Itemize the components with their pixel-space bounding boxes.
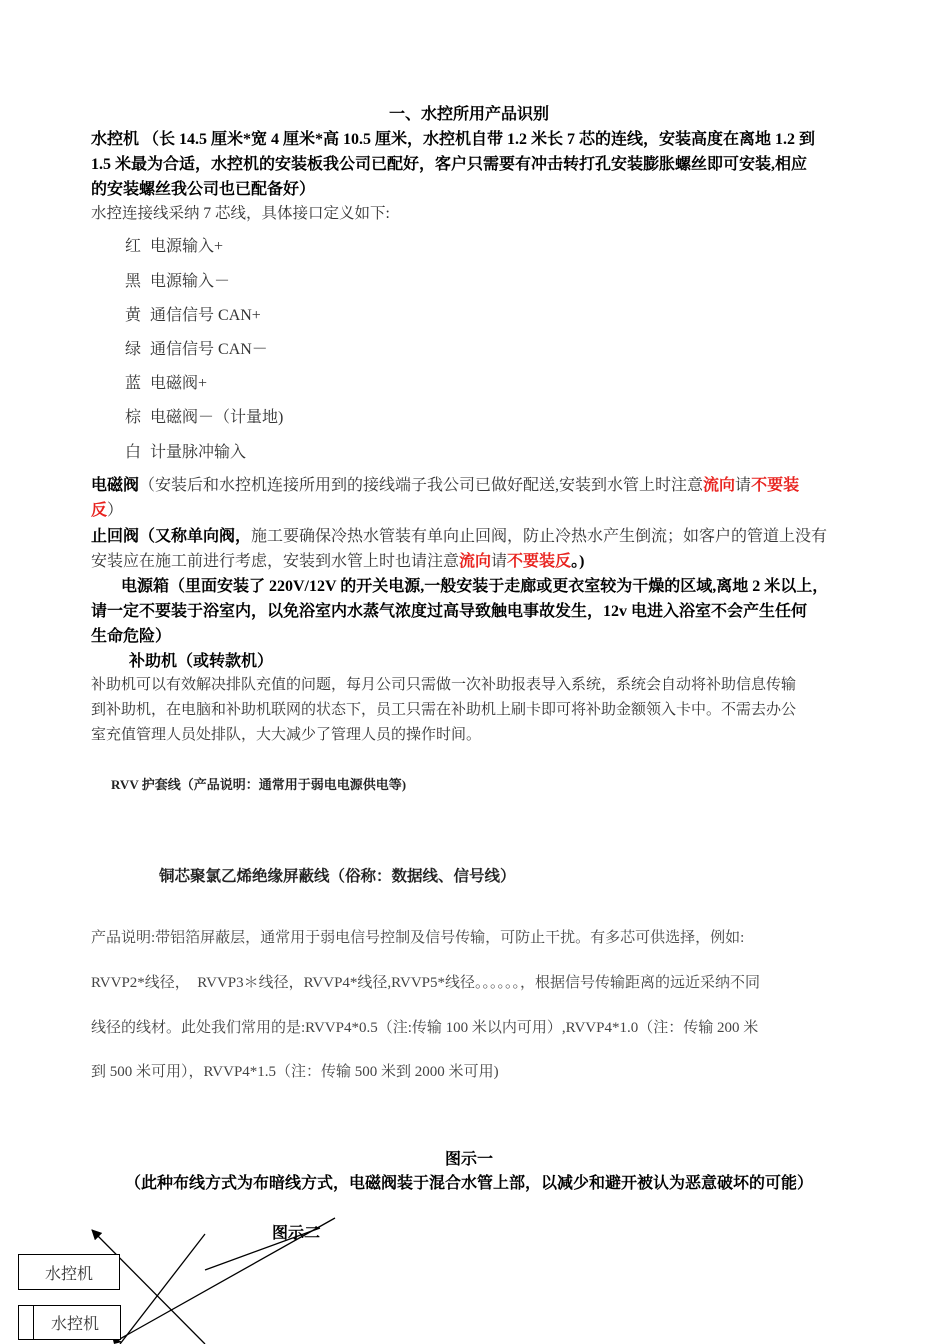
wire-color: 黄 <box>125 307 142 324</box>
subsidy-heading: 补助机（或转款机） <box>129 653 274 670</box>
subsidy-line-1: 补助机可以有效解决排队充值的问题，每月公司只需做一次补助报表导入系统，系统会自动将补助信息传输 <box>91 677 797 693</box>
subsidy-line-3: 室充值管理人员处排队，大大减少了管理人员的操作时间。 <box>91 727 482 743</box>
figure1-caption: （此种布线方式为布暗线方式，电磁阀装于混合水管上部，以减少和避开被认为恶意破坏的可能） <box>124 1175 813 1192</box>
wire-color: 绿 <box>125 341 142 358</box>
valve-please: 请 <box>735 477 752 494</box>
wire-label: 通信信号 CAN－ <box>150 341 268 358</box>
wire-color: 棕 <box>125 409 142 426</box>
controller-box <box>18 1305 121 1340</box>
rvv-heading: RVV 护套线（产品说明：通常用于弱电电源供电等) <box>111 777 407 792</box>
valve-line-2 <box>91 497 123 520</box>
check-valve-line-2 <box>91 548 584 571</box>
figure2-title: 图示二 <box>272 1225 321 1242</box>
check-valve-close: 。) <box>571 553 585 570</box>
power-box-line-3: 生命危险） <box>91 628 172 645</box>
wire-label: 电磁阀－（计量地) <box>150 409 284 426</box>
controller-line-1: 水控机 （长 14.5 厘米*宽 4 厘米*高 10.5 厘米，水控机自带 1.2 米长 7 芯的连线，安装高度在离地 1.2 到 <box>91 131 816 148</box>
valve-no-reverse-end: 反 <box>91 502 108 519</box>
valve-line-1 <box>91 472 799 495</box>
valve-no-reverse: 不要装 <box>751 477 800 494</box>
copper-line-3: 线径的线材。此处我们常用的是:RVVP4*0.5（注:传输 100 米以内可用）,RVVP4*1.0（注：传输 200 米 <box>91 1020 759 1036</box>
valve-flow: 流向 <box>703 477 736 494</box>
figure1-title: 图示一 <box>444 1151 493 1168</box>
wire-item <box>125 439 246 462</box>
wiring-intro: 水控连接线采纳 7 芯线，具体接口定义如下: <box>91 205 390 222</box>
power-box-line-1: 电源箱（里面安装了 220V/12V 的开关电源,一般安装于走廊或更衣室较为干燥的区域,离地 2 米以上， <box>121 578 829 595</box>
check-valve-flow: 流向 <box>459 553 492 570</box>
controller-box <box>18 1254 120 1290</box>
check-valve-text-2: 安装应在施工前进行考虑，安装到水管上时也请注意 <box>91 553 460 570</box>
wire-color: 红 <box>125 238 142 255</box>
wire-line <box>120 1234 205 1344</box>
check-valve-no-reverse: 不要装反 <box>507 553 572 570</box>
check-valve-line-1 <box>91 523 827 546</box>
copper-line-1: 产品说明:带铝箔屏蔽层，通常用于弱电信号控制及信号传输，可防止干扰。有多芯可供选择，例如: <box>91 930 745 946</box>
wire-label: 电源输入－ <box>150 273 231 290</box>
copper-line-2: RVVP2*线径， RVVP3＊线径，RVVP4*线径,RVVP5*线径。。。。。。，根据信号传输距离的远近采纳不同 <box>91 975 760 991</box>
wire-label: 计量脉冲输入 <box>150 444 247 461</box>
check-valve-please: 请 <box>491 553 508 570</box>
wire-label: 通信信号 CAN+ <box>150 307 261 324</box>
valve-close: ） <box>107 502 124 519</box>
valve-name: 电磁阀 <box>91 477 140 494</box>
valve-text: （安装后和水控机连接所用到的接线端子我公司已做好配送,安装到水管上时注意 <box>139 477 704 494</box>
page-title: 一、水控所用产品识别 <box>388 106 549 123</box>
power-box-line-2: 请一定不要装于浴室内，以免浴室内水蒸气浓度过高导致触电事故发生，12v 电进入浴室不会产生任何 <box>91 603 808 620</box>
wire-item <box>125 302 261 325</box>
controller-line-2: 1.5 米最为合适，水控机的安装板我公司已配好，客户只需要有冲击转打孔安装膨胀螺丝即可安装,相应 <box>91 156 808 173</box>
controller-line-3: 的安装螺丝我公司也已配备好） <box>91 181 316 198</box>
wire-item <box>125 233 223 256</box>
controller-box-label: 水控机 <box>50 1316 99 1333</box>
wire-color: 黑 <box>125 273 142 290</box>
wire-color: 蓝 <box>125 375 142 392</box>
wire-item <box>125 268 230 291</box>
wire-item <box>125 370 207 393</box>
copper-heading: 铜芯聚氯乙烯绝缘屏蔽线（俗称：数据线、信号线） <box>159 868 516 885</box>
controller-box-label: 水控机 <box>44 1265 93 1283</box>
check-valve-text: 施工要确保冷热水管装有单向止回阀，防止冷热水产生倒流；如客户的管道上没有 <box>251 528 828 545</box>
controller-box-edge <box>18 1306 34 1339</box>
subsidy-line-2: 到补助机，在电脑和补助机联网的状态下，员工只需在补助机上刷卡即可将补助金额领入卡中。不需去办公 <box>91 702 797 718</box>
check-valve-name: 止回阀（又称单向阀， <box>91 528 252 545</box>
wire-color: 白 <box>125 444 142 461</box>
wire-item <box>125 404 283 427</box>
wire-label: 电源输入+ <box>150 238 224 255</box>
wire-label: 电磁阀+ <box>150 375 208 392</box>
wire-item <box>125 336 268 359</box>
copper-line-4: 到 500 米可用），RVVP4*1.5（注：传输 500 米到 2000 米可用) <box>91 1064 499 1080</box>
